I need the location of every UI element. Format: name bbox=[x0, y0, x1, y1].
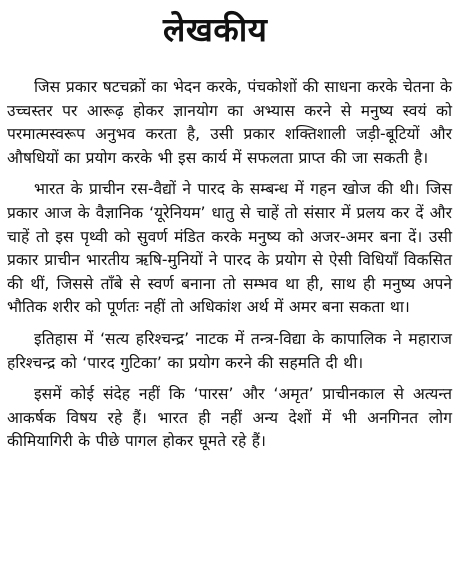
page-title: लेखकीय bbox=[163, 10, 268, 49]
paragraph-4: इसमें कोई संदेह नहीं कि ‘पारस’ और ‘अमृत’ प्राचीनकाल से अत्यन्त आकर्षक विषय रहे हैं। भारत ही नहीं अन्य देशों में भी अनगिनत लोग कीमियागिरी के पीछे पागल होकर घूमते रहे हैं। bbox=[7, 385, 452, 451]
paragraph-1: जिस प्रकार षटचक्रों का भेदन करके, पंचकोशों की साधना करके चेतना के उच्चस्तर पर आरूढ़ होकर ज्ञानयोग का अभ्यास करने से मनुष्य स्वयं को परमात्मस्वरूप अनुभव करता है, उसी प्रकार शक्तिशाली जड़ी-बूटियों और औषधियों का प्रयोग करके भी इस कार्य में सफलता प्राप्त की जा सकती है। bbox=[7, 78, 452, 167]
paragraph-3: इतिहास में ‘सत्य हरिश्चन्द्र’ नाटक में तन्त्र-विद्या के कापालिक ने महाराज हरिश्चन्द्र को ‘पारद गुटिका’ का प्रयोग करने की सहमति दी थी। bbox=[7, 329, 452, 372]
paragraph-2: भारत के प्राचीन रस-वैद्यों ने पारद के सम्बन्ध में गहन खोज की थी। जिस प्रकार आज के वैज्ञानिक ‘यूरेनियम’ धातु से चाहें तो संसार में प्रलय कर दें और चाहें तो इस पृथ्वी को सुवर्ण मंडित करके मनुष्य को अजर-अमर बना दें। उसी प्रकार प्राचीन भारतीय ऋषि-मुनियों ने पारद के प्रयोग से ऐसी विधियाँ विकसित की थीं, जिससे ताँबे से स्वर्ण बनाना तो सम्भव था ही, साथ ही मनुष्य अपने भौतिक शरीर को पूर्णतः नहीं तो अधिकांश अर्थ में अमर बना सकता था। bbox=[7, 180, 452, 317]
